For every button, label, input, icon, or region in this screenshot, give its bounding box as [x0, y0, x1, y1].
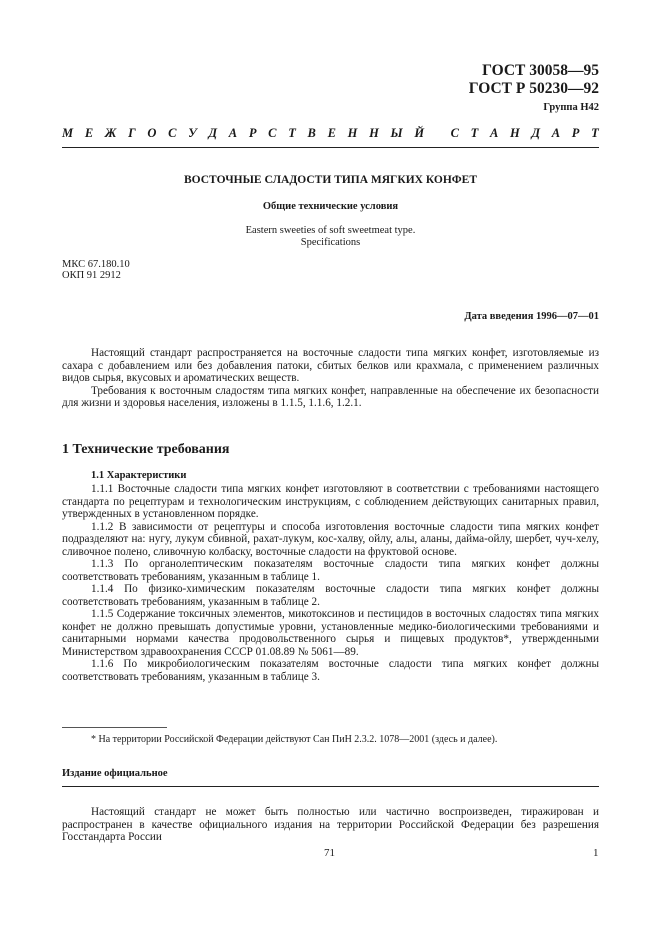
document-title: ВОСТОЧНЫЕ СЛАДОСТИ ТИПА МЯГКИХ КОНФЕТ — [184, 174, 477, 186]
banner-letter: А — [551, 126, 561, 140]
official-divider — [62, 786, 599, 787]
introduction-text — [62, 347, 599, 410]
section-text — [62, 483, 599, 683]
banner-letter: Р — [571, 126, 580, 140]
banner-letter: Т — [591, 126, 599, 140]
banner-letter: Д — [531, 126, 541, 140]
banner-letter: Ы — [390, 126, 403, 140]
classification-codes — [62, 259, 130, 281]
banner-letter: Ж — [104, 126, 117, 140]
banner-letter: У — [188, 126, 197, 140]
section-heading: 1 Технические требования — [62, 442, 230, 457]
standard-number: ГОСТ 30058—95 — [482, 62, 599, 79]
mks-code: МКС 67.180.10 — [62, 259, 130, 270]
document-subtitle: Общие технические условия — [262, 201, 399, 212]
interstate-standard-banner — [62, 126, 599, 141]
banner-letter: С — [450, 126, 459, 140]
paragraph: Требования к восточным сладостям типа мягких конфет, направленные на обеспечение их безопасности для жизни и здоровья населения, изложены в 1.1.5, 1.1.6, 1.2.1. — [62, 384, 599, 409]
introduction-date: Дата введения 1996—07—01 — [464, 311, 599, 322]
banner-letter: В — [307, 126, 316, 140]
copyright-notice — [62, 806, 599, 844]
standard-group: Группа Н42 — [543, 102, 599, 113]
okp-code: ОКП 91 2912 — [62, 270, 121, 281]
english-title-line: Eastern sweeties of soft sweetmeat type. — [245, 225, 416, 236]
banner-letter: Н — [369, 126, 379, 140]
paragraph: Настоящий стандарт распространяется на восточные сладости типа мягких конфет, изготовляемые из сахара с добавлением или без добавления патоки, сбитых белков или крахмала, с применением различных видов сырья, вкусовых и ароматических веществ. — [62, 347, 599, 384]
page-number-right: 1 — [593, 847, 599, 859]
banner-letter: Е — [84, 126, 94, 140]
official-edition-label: Издание официальное — [62, 768, 168, 779]
paragraph: 1.1.4 По физико-химическим показателям восточные сладости типа мягких конфет должны соответствовать требованиям, указанным в таблице 2. — [62, 583, 599, 608]
paragraph: 1.1.6 По микробиологическим показателям восточные сладости типа мягких конфет должны соответствовать требованиям, указанным в таблице 3. — [62, 658, 599, 683]
paragraph: 1.1.3 По органолептическим показателям восточные сладости типа мягких конфет должны соответствовать требованиям, указанным в таблице 1. — [62, 558, 599, 583]
page-number-center: 71 — [324, 847, 335, 859]
banner-letter: Н — [347, 126, 358, 140]
footnote: * На территории Российской Федерации действуют Сан ПиН 2.3.2. 1078—2001 (здесь и далее). — [91, 734, 498, 745]
paragraph: Настоящий стандарт не может быть полностью или частично воспроизведен, тиражирован и распространен в качестве официального издания на территории Российской Федерации без разрешения Госстандарта России — [62, 806, 599, 843]
paragraph: 1.1.2 В зависимости от рецептуры и способа изготовления восточные сладости типа мягких конфет подразделяют на: нугу, лукум сбивной, рахат-лукум, кос-халву, ойлу, алы, аланы, дайма-ойлу, шербет, чуч-хелу, сливочное полено, сливочную колбаску, восточные сладости на фруктовой основе. — [62, 520, 599, 558]
banner-letter: Н — [510, 126, 520, 140]
banner-letter: Й — [414, 126, 425, 140]
banner-letter: С — [168, 126, 177, 140]
banner-letter: Г — [128, 126, 136, 140]
english-title — [62, 225, 599, 249]
banner-letter: С — [268, 126, 277, 140]
banner-letter: Т — [470, 126, 479, 140]
english-title-line: Specifications — [300, 237, 361, 248]
banner-letter: Е — [327, 126, 336, 140]
banner-letter: А — [228, 126, 238, 140]
banner-letter: Р — [248, 126, 257, 140]
banner-letter: А — [490, 126, 499, 140]
banner-letter: О — [147, 126, 157, 140]
subsection-heading: 1.1 Характеристики — [91, 470, 187, 481]
paragraph: 1.1.5 Содержание токсичных элементов, микотоксинов и пестицидов в восточных сладостях типа мягких конфет не должно превышать допустимые уровни, установленные медико-биологическими требованиями и санитарными нормами качества продовольственного сырья и пищевых продуктов*, утвержденными Министерством здравоохранения СССР 01.08.89 № 5061—89. — [62, 608, 599, 658]
banner-gap — [436, 126, 439, 141]
banner-letter: Т — [288, 126, 296, 140]
standard-number-alt: ГОСТ Р 50230—92 — [468, 80, 599, 97]
header-divider — [62, 147, 599, 148]
banner-letter: М — [62, 126, 74, 140]
banner-letter: Д — [208, 126, 218, 140]
paragraph: 1.1.1 Восточные сладости типа мягких конфет изготовляют в соответствии с требованиями настоящего стандарта по рецептурам и технологическим инструкциям, с соблюдением действующих санитарных правил, утвержденных в установленном порядке. — [62, 483, 599, 520]
footnote-divider — [62, 727, 167, 728]
